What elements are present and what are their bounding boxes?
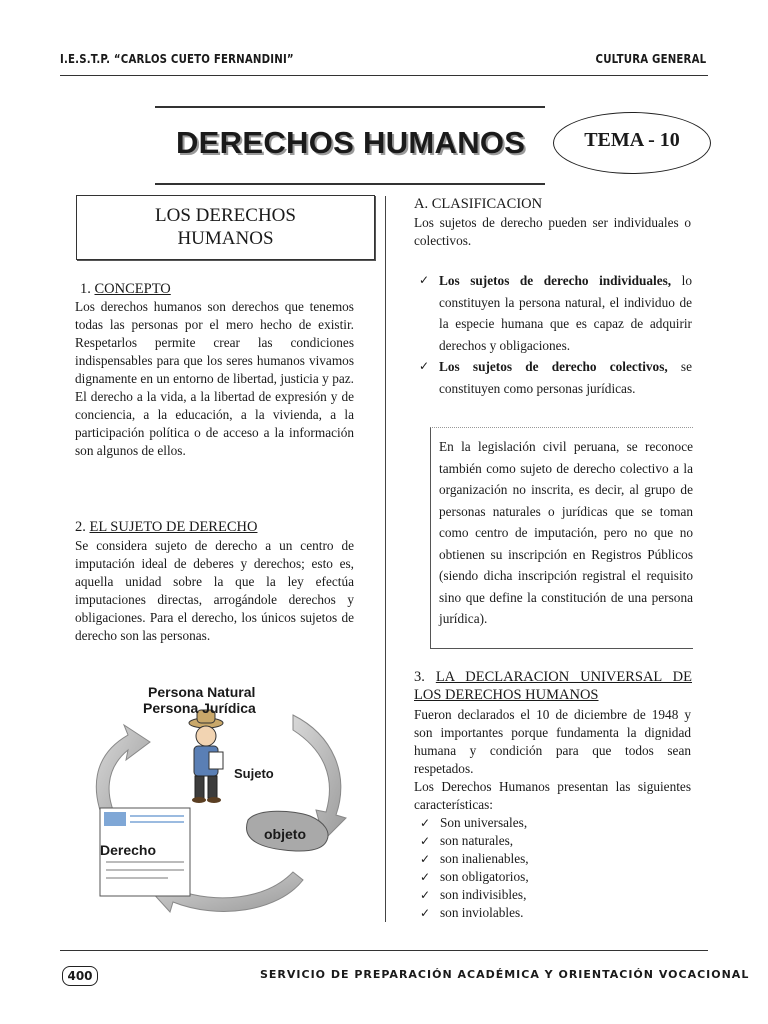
list-item [416, 850, 676, 868]
sujeto-diagram [88, 680, 358, 925]
characteristics-list [416, 814, 676, 922]
clasificacion-body: Los sujetos de derecho pueden ser individuales o colectivos. [414, 215, 691, 248]
sujeto-heading [75, 518, 257, 536]
column-divider [385, 196, 386, 922]
label-sujeto: Sujeto [234, 766, 274, 781]
concepto-heading [80, 280, 171, 298]
bullet-bold: Los sujetos de derecho colectivos, [439, 359, 668, 374]
check-icon: ✓ [420, 834, 431, 848]
declaracion-number: 3. [414, 669, 425, 685]
header-rule [60, 75, 708, 76]
bullet-text: se constituyen como personas jurídicas. [439, 359, 692, 396]
list-item [416, 904, 676, 922]
course-name: CULTURA GENERAL [595, 52, 706, 66]
list-item [416, 886, 676, 904]
characteristic: Son universales, [440, 815, 528, 830]
characteristic: son indivisibles, [440, 887, 527, 902]
footer-rule [60, 950, 708, 951]
characteristic: son obligatorios, [440, 869, 529, 884]
tema-label: TEMA - 10 [584, 129, 680, 151]
title-rule-bottom [155, 183, 545, 185]
footer-text: SERVICIO DE PREPARACIÓN ACADÉMICA Y ORIENTACIÓN VOCACIONAL [260, 968, 750, 981]
check-icon: ✓ [419, 273, 430, 287]
characteristic: son inviolables. [440, 905, 524, 920]
institution-name: I.E.S.T.P. “CARLOS CUETO FERNANDINI” [60, 52, 294, 66]
check-icon: ✓ [420, 888, 431, 902]
check-icon: ✓ [420, 816, 431, 830]
label-persona-juridica: Persona Jurídica [143, 700, 256, 716]
characteristic: son naturales, [440, 833, 514, 848]
characteristic: son inalienables, [440, 851, 529, 866]
bullet-bold: Los sujetos de derecho individuales, [439, 273, 672, 288]
note-box [430, 427, 693, 649]
list-item [415, 270, 692, 356]
concepto-title: CONCEPTO [94, 281, 171, 297]
person-figure [189, 710, 223, 803]
label-persona-natural: Persona Natural [148, 684, 256, 700]
sujeto-title: EL SUJETO DE DERECHO [89, 519, 258, 535]
sujeto-number: 2. [75, 519, 86, 535]
sujeto-types-list [415, 270, 692, 399]
section-box [76, 195, 375, 260]
title-rule-top [155, 106, 545, 108]
declaracion-body [414, 706, 691, 814]
check-icon: ✓ [420, 852, 431, 866]
box-title: LOS DERECHOS HUMANOS [155, 205, 296, 249]
check-icon: ✓ [419, 359, 430, 373]
note-text: En la legislación civil peruana, se reconoce también como sujeto de derecho colectivo a la organización no inscrita, es decir, al grupo de personas naturales o jurídicas que se toman como centro de imputación, pero no que no obtienen su inscripción en Registros Públicos (siendo dicha inscripción registral el requisito sino que define la constitución de una persona jurídica). [439, 439, 693, 626]
bullet-text: lo constituyen la persona natural, el individuo de la especie humana que es capaz de adquirir derechos y obligaciones. [439, 273, 692, 353]
sujeto-body: Se considera sujeto de derecho a un centro de imputación ideal de deberes y derechos; esto es, aquella unidad sobre la que la ley efectúa imputaciones directas, arrogándole derechos y obligaciones. Para el derecho, los únicos sujetos de derecho son las personas. [75, 538, 354, 643]
declaracion-heading [414, 668, 692, 704]
label-derecho: Derecho [100, 842, 157, 858]
check-icon: ✓ [420, 906, 431, 920]
label-objeto: objeto [264, 826, 306, 842]
tema-badge [553, 112, 711, 174]
list-item [416, 868, 676, 886]
page-title: DERECHOS HUMANOS [176, 125, 526, 160]
declaracion-paragraph-2: Los Derechos Humanos presentan las siguientes características: [414, 779, 691, 812]
concepto-body: Los derechos humanos son derechos que tenemos todas las personas por el mero hecho de existir. Respetarlos permite crear las condiciones indispensables para que los seres humanos vivamos dignamente en un entorno de libertad, justicia y paz. El derecho a la vida, a la libertad de expresión y de conciencia, a la educación, a la vivienda, a la participación política o de acceso a la información son algunos de ellos. [75, 299, 354, 458]
declaracion-title: LA DECLARACION UNIVERSAL DE LOS DERECHOS HUMANOS [414, 669, 692, 703]
concepto-number: 1. [80, 281, 91, 297]
list-item [416, 814, 676, 832]
list-item [416, 832, 676, 850]
page-number: 400 [62, 966, 98, 986]
declaracion-paragraph-1: Fueron declarados el 10 de diciembre de 1948 y son importantes porque fundamenta la dignidad humana y condición para que todos sean respetados. [414, 707, 691, 776]
clasificacion-heading: A. CLASIFICACION [414, 196, 543, 212]
check-icon: ✓ [420, 870, 431, 884]
list-item [415, 356, 692, 399]
